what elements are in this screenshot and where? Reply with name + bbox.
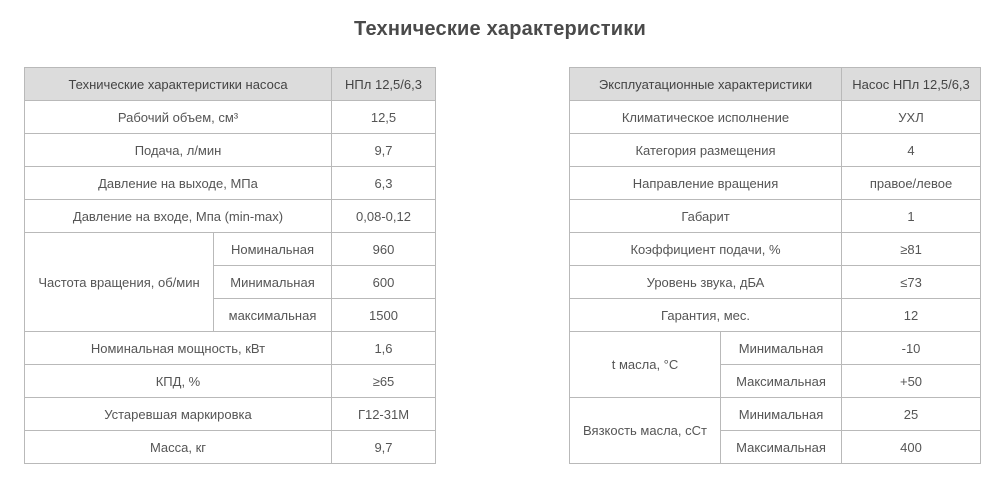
table-row [25,398,436,431]
row-value: ≤73 [842,266,981,299]
header-parameter: Технические характеристики насоса [25,68,332,101]
row-label: Габарит [570,200,842,233]
row-label: Давление на выходе, МПа [25,167,332,200]
oil-viscosity-label: Вязкость масла, сСт [570,398,721,464]
sub-label: Максимальная [721,365,842,398]
row-value: ≥81 [842,233,981,266]
row-value: УХЛ [842,101,981,134]
row-label: Номинальная мощность, кВт [25,332,332,365]
row-value: -10 [842,332,981,365]
row-value: 6,3 [332,167,436,200]
row-value: правое/левое [842,167,981,200]
table-row [570,299,981,332]
table-row [25,200,436,233]
row-value: 25 [842,398,981,431]
rotation-label: Частота вращения, об/мин [25,233,214,332]
page-title: Технические характеристики [354,18,646,40]
sub-label: Минимальная [721,332,842,365]
table-row [570,266,981,299]
header-parameter: Эксплуатационные характеристики [570,68,842,101]
row-label: Давление на входе, Мпа (min-max) [25,200,332,233]
table-row [25,365,436,398]
row-label: Категория размещения [570,134,842,167]
row-value: 1500 [332,299,436,332]
sub-label: Максимальная [721,431,842,464]
row-value: 4 [842,134,981,167]
table-row [25,167,436,200]
row-label: Уровень звука, дБА [570,266,842,299]
row-value: 600 [332,266,436,299]
table-row [25,233,436,266]
table-row [570,134,981,167]
row-value: 1,6 [332,332,436,365]
sub-label: Номинальная [214,233,332,266]
row-value: 960 [332,233,436,266]
table-row [570,233,981,266]
row-value: 0,08-0,12 [332,200,436,233]
table-row [570,398,981,431]
row-label: Коэффициент подачи, % [570,233,842,266]
sub-label: максимальная [214,299,332,332]
row-label: Климатическое исполнение [570,101,842,134]
header-value: Насос НПл 12,5/6,3 [842,68,981,101]
sub-label: Минимальная [214,266,332,299]
row-value: Г12-31М [332,398,436,431]
table-row [25,431,436,464]
row-value: 9,7 [332,431,436,464]
table-row [570,200,981,233]
table-row [25,134,436,167]
row-value: +50 [842,365,981,398]
row-label: Рабочий объем, см³ [25,101,332,134]
row-label: КПД, % [25,365,332,398]
oil-temp-label: t масла, °С [570,332,721,398]
table-row [570,332,981,365]
row-value: 400 [842,431,981,464]
sub-label: Минимальная [721,398,842,431]
table-row [25,332,436,365]
table-row [570,101,981,134]
row-label: Подача, л/мин [25,134,332,167]
pump-spec-table [24,67,436,464]
row-value: 9,7 [332,134,436,167]
row-label: Масса, кг [25,431,332,464]
row-value: 1 [842,200,981,233]
table-row [25,101,436,134]
row-value: 12 [842,299,981,332]
row-value: 12,5 [332,101,436,134]
row-label: Направление вращения [570,167,842,200]
row-value: ≥65 [332,365,436,398]
header-value: НПл 12,5/6,3 [332,68,436,101]
row-label: Устаревшая маркировка [25,398,332,431]
operation-spec-table [569,67,981,464]
row-label: Гарантия, мес. [570,299,842,332]
table-header-row [25,68,436,101]
table-row [570,167,981,200]
table-header-row [570,68,981,101]
